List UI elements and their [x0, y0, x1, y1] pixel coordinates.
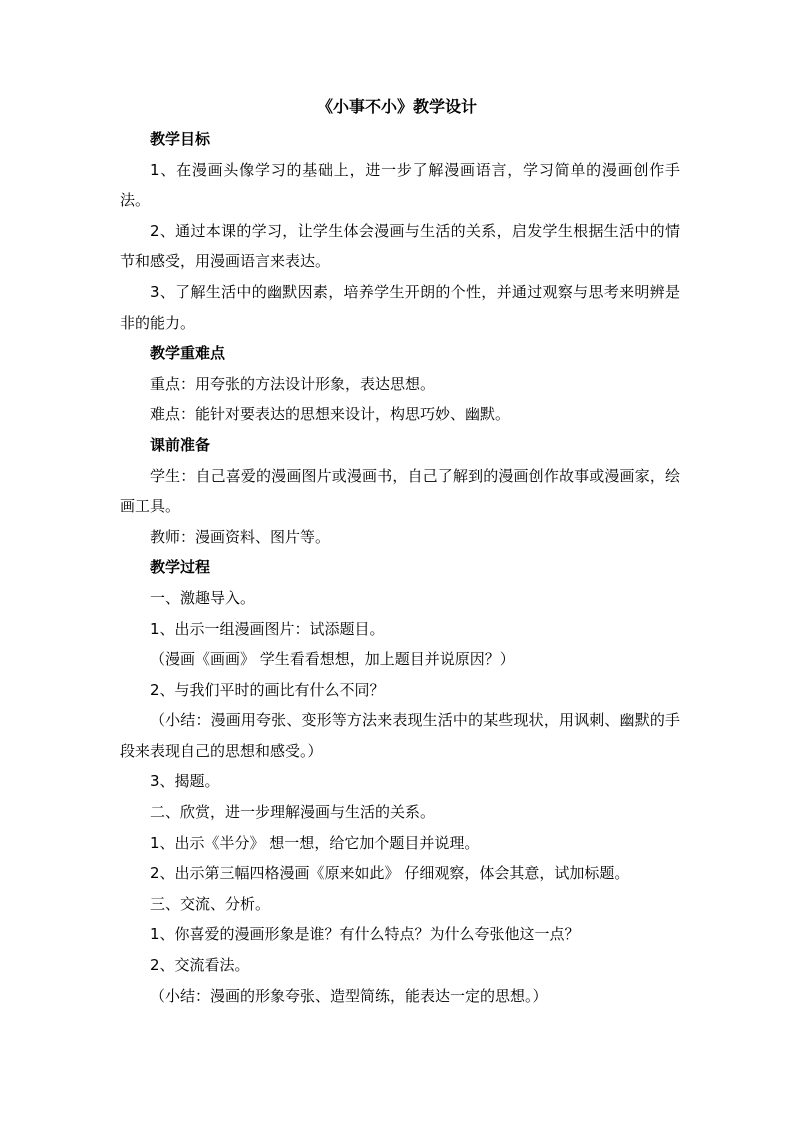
- paragraph: 学生：自己喜爱的漫画图片或漫画书，自己了解到的漫画创作故事或漫画家，绘画工具。: [120, 466, 680, 516]
- paragraph: 一、激趣导入。: [150, 588, 256, 607]
- document-body: [120, 124, 680, 1011]
- paragraph: 二、欣赏，进一步理解漫画与生活的关系。: [150, 803, 436, 822]
- paragraph: 2、通过本课的学习，让学生体会漫画与生活的关系，启发学生根据生活中的情节和感受，用漫画语言来表达。: [120, 221, 680, 271]
- paragraph: 重点：用夸张的方法设计形象，表达思想。: [150, 374, 436, 393]
- section-heading: 教学重难点: [150, 344, 226, 363]
- section-heading: 教学过程: [150, 558, 211, 577]
- paragraph: 3、了解生活中的幽默因素，培养学生开朗的个性，并通过观察与思考来明辨是非的能力。: [120, 282, 680, 332]
- document-title: 《小事不小》教学设计: [316, 97, 477, 116]
- paragraph: 三、交流、分析。: [150, 894, 271, 913]
- section-heading: 课前准备: [150, 435, 211, 454]
- paragraph: （小结：漫画用夸张、变形等方法来表现生活中的某些现状，用讽刺、幽默的手段来表现自己的思想和感受。）: [120, 711, 680, 760]
- paragraph: （漫画《画画》 学生看看想想，加上题目并说原因？）: [150, 650, 515, 669]
- paragraph: （小结：漫画的形象夸张、造型简练，能表达一定的思想。）: [150, 986, 548, 1005]
- paragraph: 2、出示第三幅四格漫画《原来如此》 仔细观察，体会其意，试加标题。: [150, 864, 630, 883]
- paragraph: 2、与我们平时的画比有什么不同？: [150, 680, 385, 699]
- paragraph: 3、揭题。: [150, 772, 220, 791]
- paragraph: 1、出示一组漫画图片：试添题目。: [150, 619, 385, 638]
- section-heading: 教学目标: [150, 130, 211, 148]
- paragraph: 难点：能针对要表达的思想来设计，构思巧妙、幽默。: [150, 405, 511, 424]
- paragraph: 1、你喜爱的漫画形象是谁？有什么特点？为什么夸张他这一点？: [150, 925, 580, 944]
- paragraph: 1、出示《半分》 想一想，给它加个题目并说理。: [150, 833, 480, 852]
- paragraph: 2、交流看法。: [150, 956, 250, 975]
- paragraph: 1、在漫画头像学习的基础上，进一步了解漫画语言，学习简单的漫画创作手法。: [120, 160, 680, 210]
- paragraph: 教师：漫画资料、图片等。: [150, 527, 331, 546]
